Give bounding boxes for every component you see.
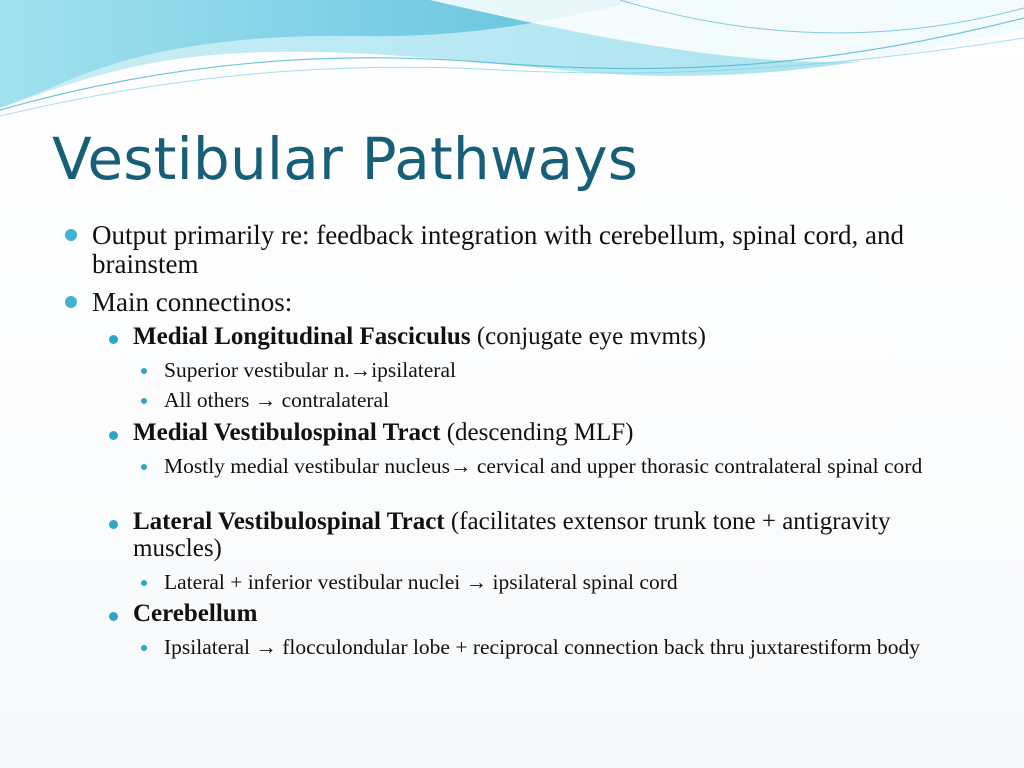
bullet-level1: Main connectinos: — [92, 287, 293, 317]
bullet-dot-icon — [141, 580, 147, 586]
bullet-dot-icon — [109, 335, 118, 344]
bullet-level3: Ipsilateral → flocculondular lobe + reciprocal connection back thru juxtarestiform body — [164, 635, 920, 659]
bullet-dot-icon — [109, 612, 118, 621]
bullet-bold-term: Lateral Vestibulospinal Tract — [133, 508, 445, 535]
bullet-description: (conjugate eye mvmts) — [470, 323, 706, 350]
bullet-bold-term: Medial Longitudinal Fasciculus — [133, 323, 471, 350]
slide-title: Vestibular Pathways — [52, 125, 639, 193]
bullet-dot-icon — [109, 431, 118, 440]
bullet-dot-icon — [65, 229, 77, 241]
bullet-level3: Mostly medial vestibular nucleus→ cervical and upper thorasic contralateral spinal cord — [164, 454, 923, 478]
bullet-dot-icon — [141, 398, 147, 404]
bullet-dot-icon — [109, 520, 118, 529]
bullet-dot-icon — [141, 464, 147, 470]
bullet-dot-icon — [65, 296, 77, 308]
bullet-bold-term: Cerebellum — [133, 600, 258, 627]
bullet-level3: All others → contralateral — [164, 388, 390, 412]
bullet-level2 — [133, 600, 973, 627]
bullet-level3: Superior vestibular n.→ipsilateral — [164, 358, 456, 382]
bullet-dot-icon — [141, 645, 147, 651]
bullet-level2 — [133, 419, 973, 446]
bullet-level2 — [133, 508, 973, 562]
bullet-dot-icon — [141, 368, 147, 374]
bullet-description: (descending MLF) — [440, 419, 634, 446]
bullet-bold-term: Medial Vestibulospinal Tract — [133, 419, 441, 446]
bullet-level3: Lateral + inferior vestibular nuclei → ipsilateral spinal cord — [164, 570, 678, 594]
bullet-level2 — [133, 323, 973, 350]
bullet-description: (facilitates extensor trunk tone + antigravity muscles) — [133, 508, 891, 562]
bullet-level1: Output primarily re: feedback integration with cerebellum, spinal cord, and brainstem — [92, 220, 904, 279]
